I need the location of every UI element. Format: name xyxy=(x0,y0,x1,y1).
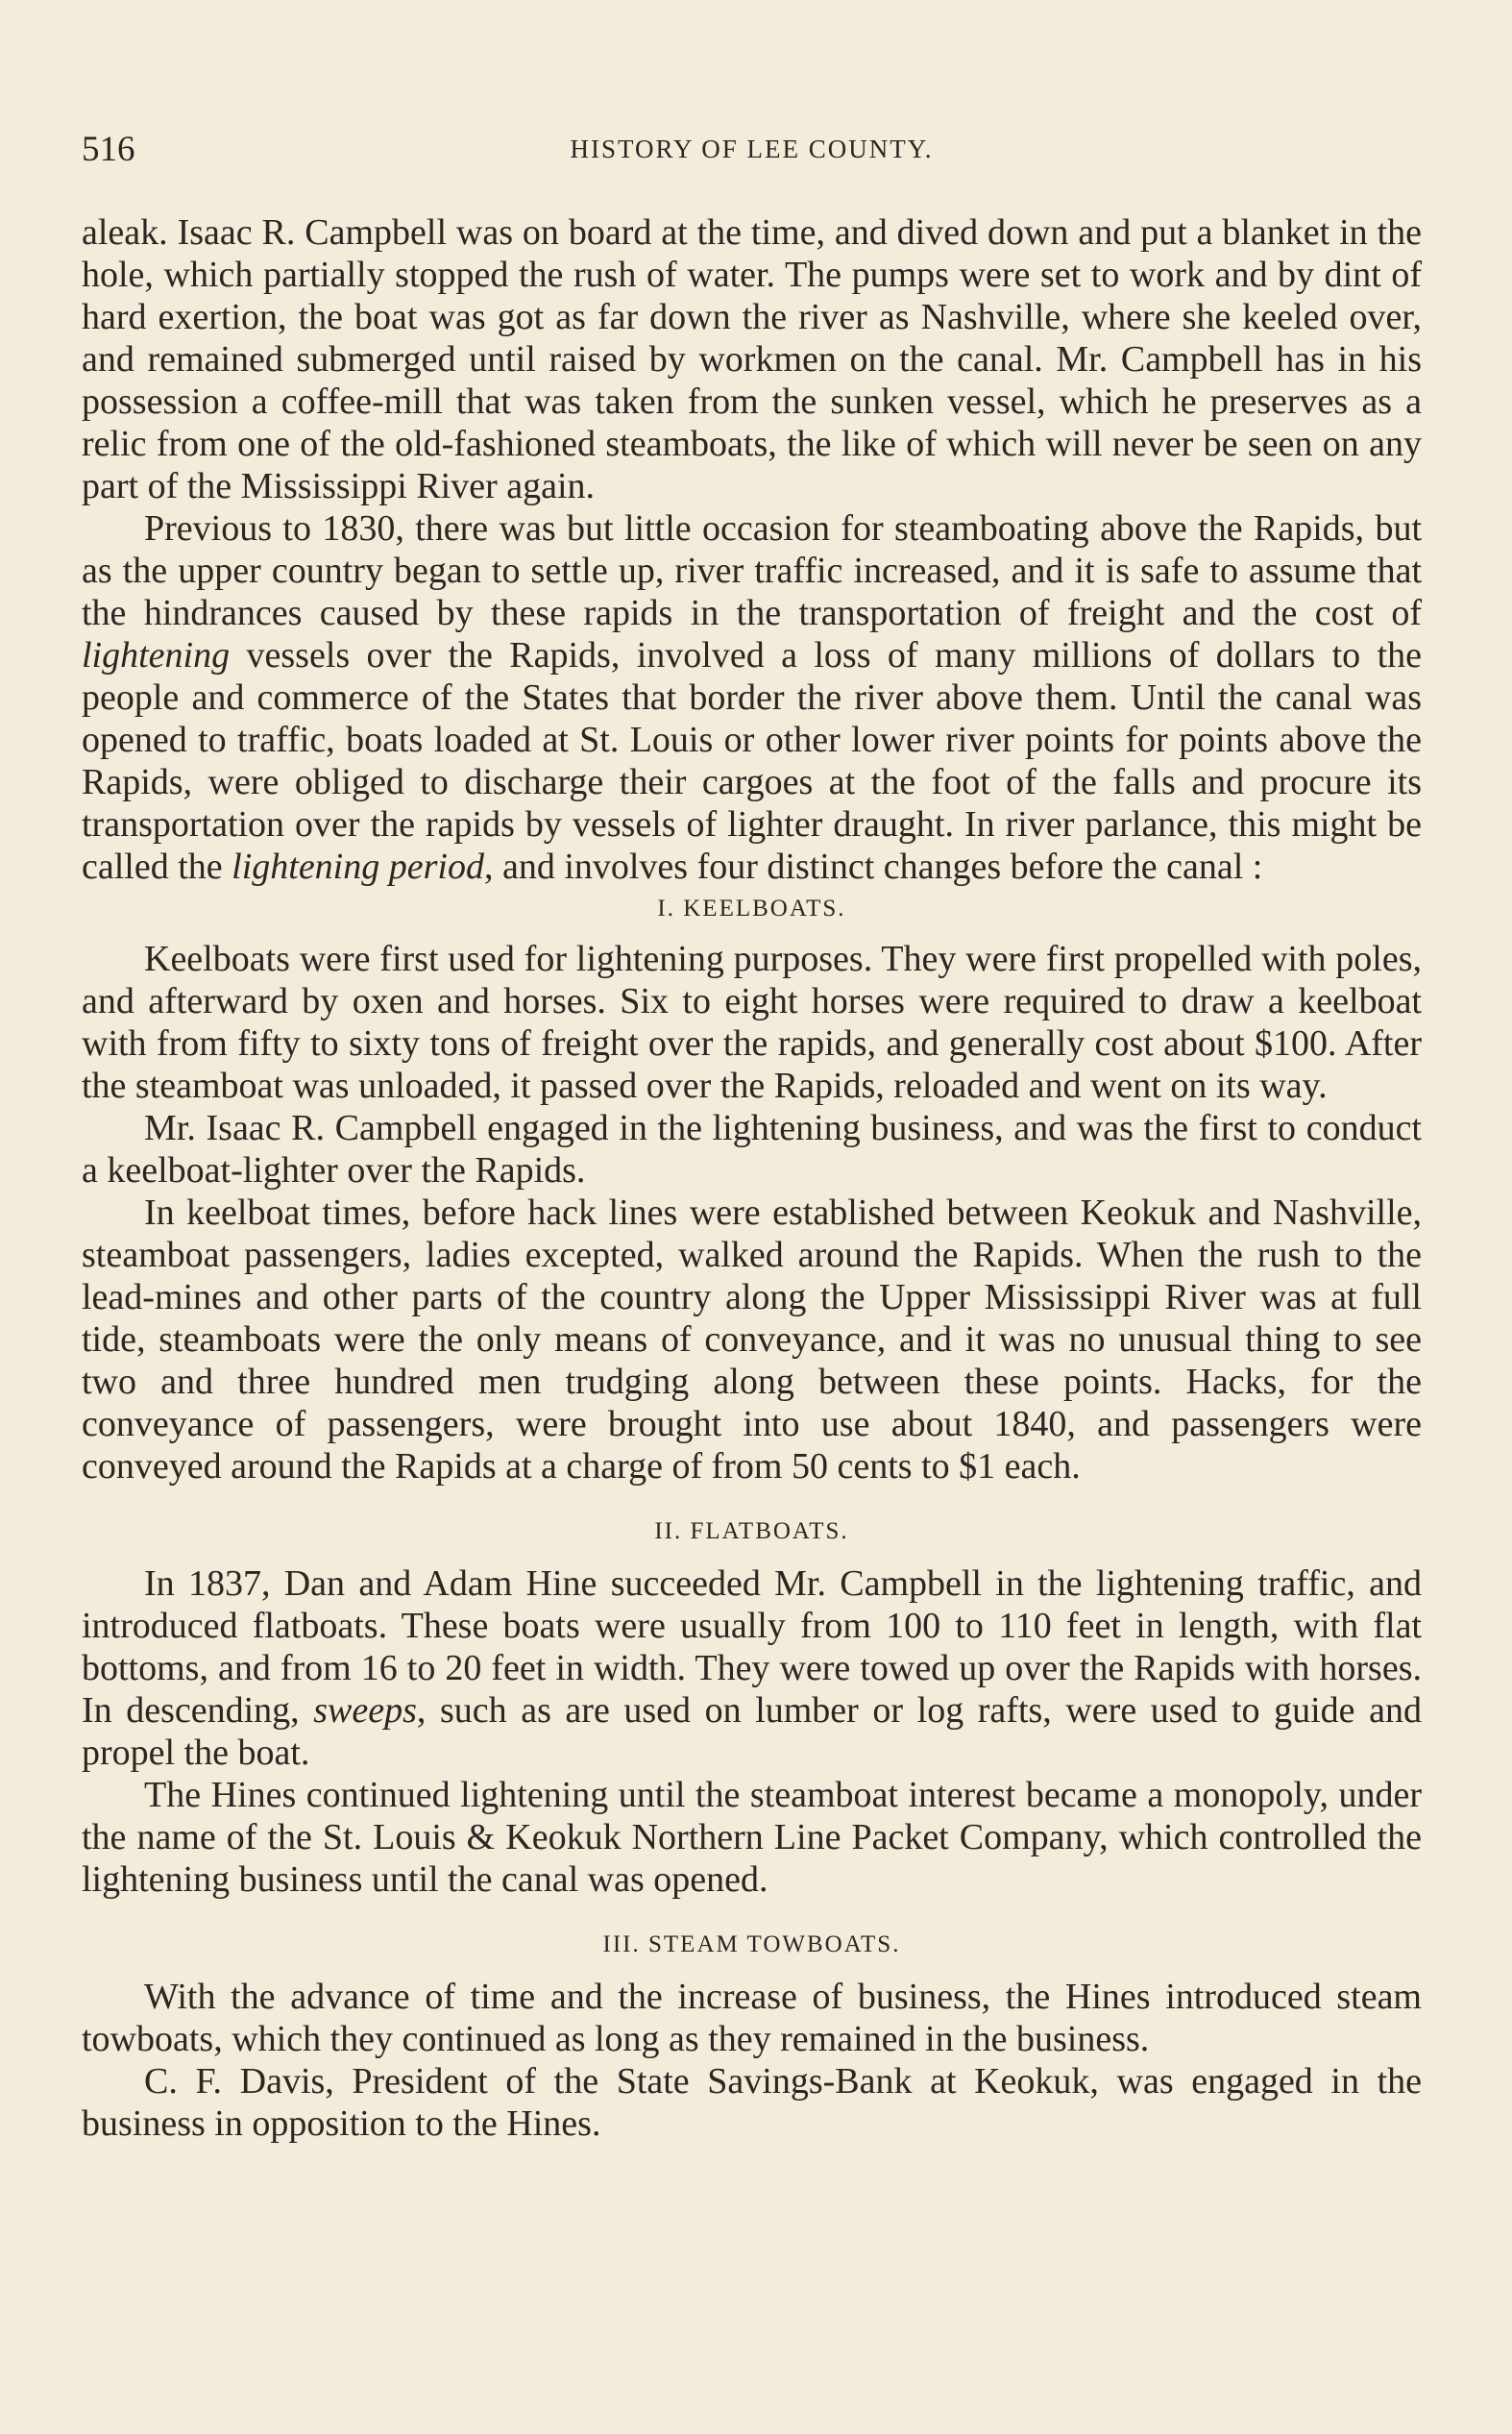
page-body xyxy=(82,211,1422,2145)
paragraph-9: C. F. Davis, President of the State Savings-Bank at Keokuk, was engaged in the business in opposition to the Hines. xyxy=(82,2061,1422,2144)
paragraph-3: Keelboats were first used for lightening purposes. They were first propelled with poles, and afterward by oxen and horses. Six to eight horses were required to draw a keelboat with from fifty to sixty tons of freight over the rapids, and generally cost about $100. After the steamboat was unloaded, it passed over the Rapids, reloaded and went on its way. xyxy=(82,939,1422,1106)
page-number: 516 xyxy=(82,130,135,169)
running-head: HISTORY OF LEE COUNTY. xyxy=(570,135,934,163)
italic-lightening: lightening xyxy=(82,635,231,676)
page-header xyxy=(82,129,1422,177)
italic-lightening-period: lightening period xyxy=(232,847,484,887)
italic-sweeps: sweeps xyxy=(313,1690,417,1731)
paragraph-7: The Hines continued lightening until the steamboat interest became a monopoly, under the name of the St. Louis & Keokuk Northern Line Packet Company, which controlled the lightening business until the canal was opened. xyxy=(82,1775,1422,1900)
paragraph-6-text-c: , such as are used on lumber or log rafts, were used to guide and propel the boat. xyxy=(82,1690,1422,1773)
paragraph-2-text-c: vessels over the Rapids, involved a loss of many millions of dollars to the people and commerce of the States that border the river above them. Until the canal was opened to traffic, boats loaded at St. Louis or other lower river points for points above the Rapids, were obliged to discharge their cargoes at the foot of the falls and procure its transportation over the rapids by vessels of lighter draught. In river parlance, this might be called the xyxy=(82,635,1422,887)
paragraph-5: In keelboat times, before hack lines were established between Keokuk and Nashville, steamboat passengers, ladies excepted, walked around the Rapids. When the rush to the lead-mines and other parts of the country along the Upper Mississippi River was at full tide, steamboats were the only means of conveyance, and it was no unusual thing to see two and three hundred men trudging along between these points. Hacks, for the conveyance of passengers, were brought into use about 1840, and passengers were conveyed around the Rapids at a charge of from 50 cents to $1 each. xyxy=(82,1192,1422,1487)
paragraph-2 xyxy=(82,507,1422,888)
paragraph-2-text-e: , and involves four distinct changes before the canal : xyxy=(483,847,1263,887)
paragraph-8: With the advance of time and the increase of business, the Hines introduced steam towboats, which they continued as long as they remained in the business. xyxy=(82,1977,1422,2059)
paragraph-1: aleak. Isaac R. Campbell was on board at the time, and dived down and put a blanket in the hole, which partially stopped the rush of water. The pumps were set to work and by dint of hard exertion, the boat was got as far down the river as Nashville, where she keeled over, and remained submerged until raised by workmen on the canal. Mr. Campbell has in his possession a coffee-mill that was taken from the sunken vessel, which he preserves as a relic from one of the old-fashioned steamboats, the like of which will never be seen on any part of the Mississippi River again. xyxy=(82,212,1422,506)
paragraph-6 xyxy=(82,1562,1422,1774)
section-heading-flatboats: II. FLATBOATS. xyxy=(654,1518,849,1544)
paragraph-6-text-a: In 1837, Dan and Adam Hine succeeded Mr. Campbell in the lightening traffic, and introduced flatboats. These boats were usually from 100 to 110 feet in length, with flat bottoms, and from 16 to 20 feet in width. They were towed up over the Rapids with horses. In descending, xyxy=(82,1563,1422,1731)
paragraph-4: Mr. Isaac R. Campbell engaged in the lightening business, and was the first to conduct a keelboat-lighter over the Rapids. xyxy=(82,1108,1422,1191)
section-heading-steam-towboats: III. STEAM TOWBOATS. xyxy=(602,1931,901,1957)
paragraph-2-text-a: Previous to 1830, there was but little occasion for steamboating above the Rapids, but as the upper country began to settle up, river traffic increased, and it is safe to assume that the hindrances caused by these rapids in the transportation of freight and the cost of xyxy=(82,508,1422,633)
section-heading-keelboats: I. KEELBOATS. xyxy=(657,896,846,922)
